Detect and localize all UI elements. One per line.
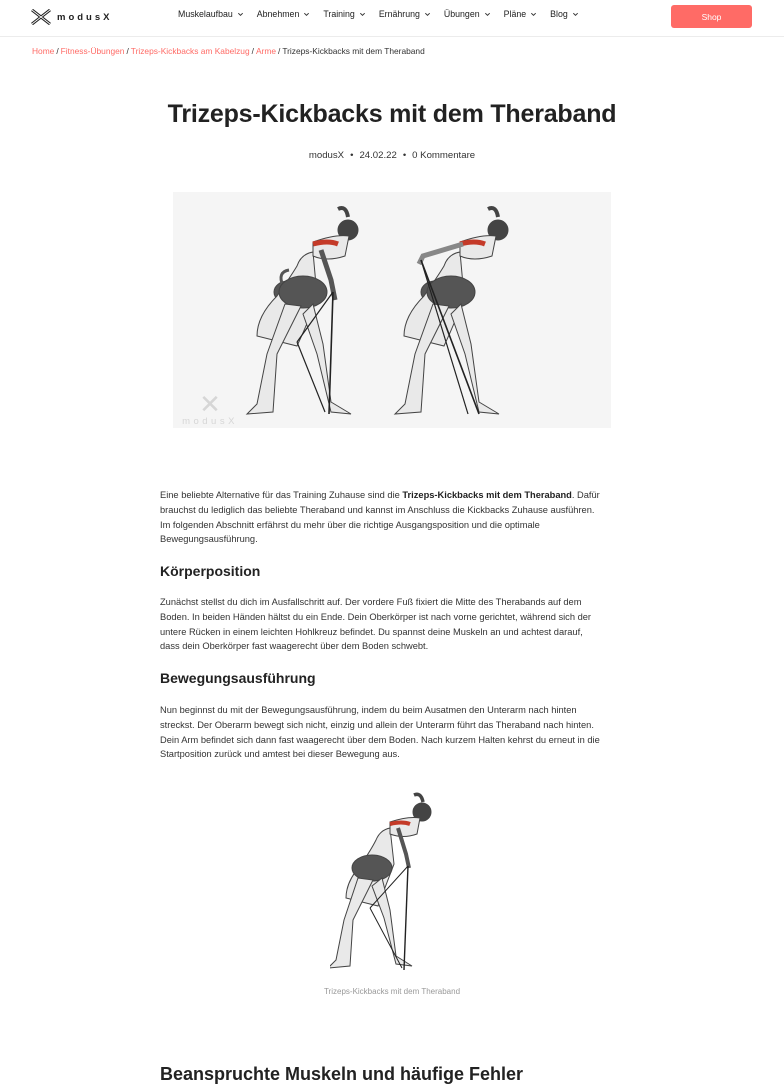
meta-separator: • — [350, 150, 354, 161]
meta-separator: • — [402, 150, 407, 161]
nav-label: Abnehmen — [256, 9, 300, 19]
nav-item-uebungen[interactable] — [444, 9, 491, 19]
site-header — [0, 0, 784, 37]
breadcrumb-separator: / — [56, 46, 59, 56]
section-text-koerperposition: Zunächst stellst du dich im Ausfallschritt auf. Der vordere Fuß fixiert die Mitte des Therabands auf dem Boden. In beiden Händen hältst du ein Ende. Dein Oberkörper ist nach vorne gerichtet, während sich der untere Rücken in einem leichten Hohlkreuz befindet. Du spannst deine Muskeln an und achtest darauf, dass dein Oberkörper fast waagerecht über dem Boden schwebt. — [160, 597, 592, 652]
chevron-down-icon — [237, 11, 244, 18]
breadcrumb-separator: / — [277, 46, 281, 56]
breadcrumb-kabelzug[interactable]: Trizeps-Kickbacks am Kabelzug — [130, 46, 250, 56]
breadcrumb-separator: / — [126, 46, 129, 56]
section-heading-muskeln-fehler: Beanspruchte Muskeln und häufige Fehler — [160, 1064, 524, 1084]
breadcrumb — [32, 46, 425, 56]
breadcrumb-arme[interactable]: Arme — [255, 46, 276, 56]
page-title: Trizeps-Kickbacks mit dem Theraband — [167, 100, 617, 128]
nav-label: Training — [323, 9, 355, 19]
post-meta — [0, 150, 784, 161]
post-comments[interactable]: 0 Kommentare — [412, 150, 476, 161]
nav-item-muskelaufbau[interactable] — [178, 9, 244, 19]
nav-label: Übungen — [443, 9, 480, 19]
nav-label: Ernährung — [378, 9, 420, 19]
post-date: 24.02.22 — [359, 150, 397, 161]
hero-image — [173, 192, 611, 428]
intro-bold-text: Trizeps-Kickbacks mit dem Theraband — [402, 490, 572, 500]
nav-label: Pläne — [503, 9, 527, 19]
chevron-down-icon — [484, 11, 491, 18]
figure-image — [330, 788, 455, 978]
section-text-bewegungsausfuehrung: Nun beginnst du mit der Bewegungsausführung, indem du beim Ausatmen den Unterarm nach hinten streckst. Der Oberarm bewegt sich nicht, einzig und allein der Unterarm führt das Theraband nach hinten. Dein Arm befindet sich dann fast waagerecht über dem Boden. Nach kurzem Halten kehrst du erneut in die Startposition zurück und amtest bei dieser Bewegung aus. — [160, 705, 600, 760]
nav-item-ernaehrung[interactable] — [379, 9, 431, 19]
chevron-down-icon — [303, 11, 310, 18]
nav-item-training[interactable] — [323, 9, 365, 19]
watermark-text: modusX — [182, 416, 238, 427]
post-author[interactable]: modusX — [308, 150, 345, 161]
chevron-down-icon — [424, 11, 431, 18]
section-heading-koerperposition: Körperposition — [160, 563, 261, 579]
nav-label: Muskelaufbau — [178, 9, 233, 19]
watermark — [175, 389, 245, 427]
chevron-down-icon — [572, 11, 579, 18]
breadcrumb-home[interactable]: Home — [32, 46, 55, 56]
watermark-x-icon: ✕ — [199, 389, 221, 419]
breadcrumb-current: Trizeps-Kickbacks mit dem Theraband — [282, 46, 425, 56]
figure-caption: Trizeps-Kickbacks mit dem Theraband — [323, 987, 461, 996]
breadcrumb-fitness-uebungen[interactable]: Fitness-Übungen — [60, 46, 125, 56]
nav-label: Blog — [550, 9, 568, 19]
intro-paragraph — [160, 488, 600, 547]
logo-text: modusX — [57, 11, 113, 23]
shop-button[interactable]: Shop — [671, 5, 752, 28]
chevron-down-icon — [359, 11, 366, 18]
breadcrumb-separator: / — [251, 46, 254, 56]
nav-item-plaene[interactable] — [504, 9, 538, 19]
nav-item-blog[interactable] — [550, 9, 579, 19]
chevron-down-icon — [530, 11, 537, 18]
logo[interactable] — [31, 8, 112, 26]
section-heading-bewegungsausfuehrung: Bewegungsausführung — [160, 670, 316, 686]
nav-item-abnehmen[interactable] — [257, 9, 311, 19]
main-nav — [178, 9, 592, 19]
intro-text: . Dafür brauchst du lediglich das beliebte Theraband und kannst im Anschluss die Kickbacks Zuhause ausführen. Im folgenden Abschnitt erfährst du mehr über die richtige Ausgangsposition und die optimale Bewegungsausführung. — [160, 490, 600, 545]
logo-x-icon — [31, 9, 51, 25]
intro-text: Eine beliebte Alternative für das Training Zuhause sind die — [160, 490, 403, 500]
exercise-illustration-icon — [330, 788, 455, 978]
